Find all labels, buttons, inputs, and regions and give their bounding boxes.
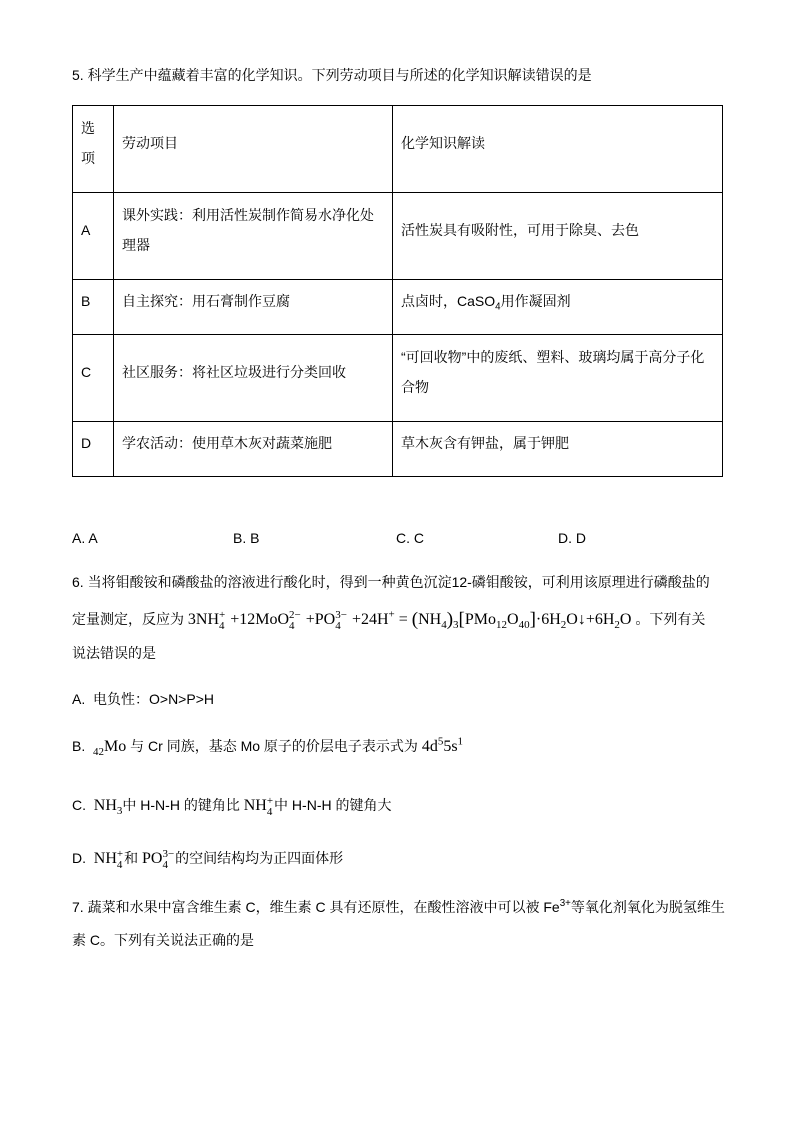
text-run: 中 H-N-H 的键角大 [274,797,392,813]
subscript: 4 [441,618,447,631]
text-run: 点卤时，CaSO [401,293,496,309]
interpretation-cell [393,335,723,422]
question-7-stem-line [72,897,725,917]
formula-bracket: [ [458,609,465,630]
q5-choice-b: B. B [233,530,260,546]
q5-choice-d: D. D [558,530,586,546]
cell-line: 学农活动：使用草木灰对蔬菜施肥 [122,435,332,451]
formula-text: ·6H [535,611,561,628]
formula-text: Mo [104,738,127,755]
q6-choice-c [72,795,391,818]
question-6-stem-line: 说法错误的是 [72,645,156,661]
formula-text: PMo [464,611,496,628]
question-6-stem-line: 6. 当将钼酸铵和磷酸盐的溶液进行酸化时，得到一种黄色沉淀12-磷钼酸铵，可利用该原理进行磷酸盐的 [72,574,710,590]
header-project-cell [114,106,393,193]
text-run: 定量测定，反应为 [72,611,188,627]
formula-bracket: ) [446,609,454,630]
table-row [73,193,723,280]
cell-line: 草木灰含有钾盐，属于钾肥 [401,435,569,451]
formula-text: O↓+6H [566,611,615,628]
charge-stack [335,610,347,632]
formula-text: +24H [347,611,389,628]
formula-text: NH [243,797,267,814]
formula-text: NH [418,611,442,628]
subscript: 4 [162,858,168,871]
charge-stack [117,849,123,871]
table-header-row [73,106,723,193]
cell-line: 劳动项目 [122,135,178,151]
formula-text: 4d [421,738,438,755]
cell-line: 选 [81,120,95,136]
text-run: 中 H-N-H 的键角比 [122,797,244,813]
charge-stack [289,610,301,632]
subscript: 40 [518,618,530,631]
formula-bracket: ] [529,609,536,630]
formula-text: = [394,611,412,628]
text-run: 。下列有关 [631,611,706,627]
cell-line: 化学知识解读 [401,135,485,151]
interpretation-cell [393,280,723,335]
question-7-stem-line: 素 C。下列有关说法正确的是 [72,932,254,948]
cell-line: 自主探究：用石膏制作豆腐 [122,293,290,309]
superscript: 3− [162,847,175,860]
text-run: 7. 蔬菜和水果中富含维生素 C，维生素 C 具有还原性，在酸性溶液中可以被 Fe [72,899,560,915]
cell-line: 课外实践：利用活性炭制作简易水净化处 [122,207,374,223]
subscript: 4 [116,858,123,871]
text-run: C. [72,797,94,813]
superscript: 3− [335,608,347,621]
subscript: 4 [495,301,501,313]
header-option-cell [73,106,114,193]
formula-text: NH [93,850,117,867]
project-cell [114,280,393,335]
option-cell: A [73,193,114,280]
q5-choice-c: C. C [396,530,424,546]
question-5-table [72,105,723,477]
subscript: 4 [266,805,273,818]
formula-text: O [619,611,632,628]
q6-choice-a: A. 电负性：O>N>P>H [72,691,214,707]
q5-choice-a: A. A [72,530,98,546]
subscript: 4 [289,619,295,632]
option-cell: D [73,422,114,477]
superscript: + [388,608,395,621]
option-cell: B [73,280,114,335]
formula-text: +12MoO [226,611,290,628]
charge-stack [162,849,174,871]
question-6-equation-line [72,609,705,632]
superscript: 1 [457,735,464,748]
cell-line [401,286,714,316]
formula-text: PO [142,850,163,867]
subscript: 2 [560,618,567,631]
charge-stack [267,796,273,818]
project-cell [114,422,393,477]
cell-line: 活性炭具有吸附性，可用于除臭、去色 [401,222,639,238]
header-interpretation-cell [393,106,723,193]
formula-text: 3NH [187,611,219,628]
subscript: 3 [453,618,459,631]
charge-stack [219,610,225,632]
q6-choice-d [72,848,343,871]
formula-bracket: ( [411,609,419,630]
cell-line: 社区服务：将社区垃圾进行分类回收 [122,364,346,380]
superscript: 2− [289,608,301,621]
subscript: 3 [116,804,123,817]
text-run: 用作凝固剂 [500,293,571,309]
project-cell [114,335,393,422]
subscript: 2 [614,618,620,631]
superscript: 5 [437,735,444,748]
formula-text: O [507,611,519,628]
cell-line: “可回收物”中的废纸、塑料、玻璃均属于高分子化 [401,349,705,365]
formula-text: +PO [301,611,336,628]
text-run: D. [72,850,94,866]
text-run: B. [72,738,94,754]
text-run: 等氧化剂氧化为脱氢维生 [570,899,725,915]
formula-text: 5s [443,738,458,755]
text-run: 与 Cr 同族，基态 Mo 原子的价层电子表示式为 [126,738,422,754]
superscript: 3+ [559,898,571,910]
text-run: 的空间结构均为正四面体形 [175,850,344,866]
interpretation-cell [393,193,723,280]
cell-line: 理器 [122,237,150,253]
text-run: 和 [124,850,142,866]
question-5-stem: 5. 科学生产中蕴藏着丰富的化学知识。下列劳动项目与所述的化学知识解读错误的是 [72,67,592,83]
q6-choice-b [72,736,463,758]
table-row [73,422,723,477]
project-cell [114,193,393,280]
cell-line: 项 [81,150,95,166]
subscript: 12 [496,618,507,631]
option-cell: C [73,335,114,422]
table-row [73,335,723,422]
subscript: 4 [335,619,341,632]
interpretation-cell [393,422,723,477]
cell-line: 合物 [401,379,429,395]
subscript: 42 [93,745,105,758]
subscript: 4 [219,619,225,632]
superscript: + [266,794,274,807]
superscript: + [219,608,226,621]
superscript: + [116,847,124,860]
formula-text: NH [93,797,117,814]
table-row [73,280,723,335]
